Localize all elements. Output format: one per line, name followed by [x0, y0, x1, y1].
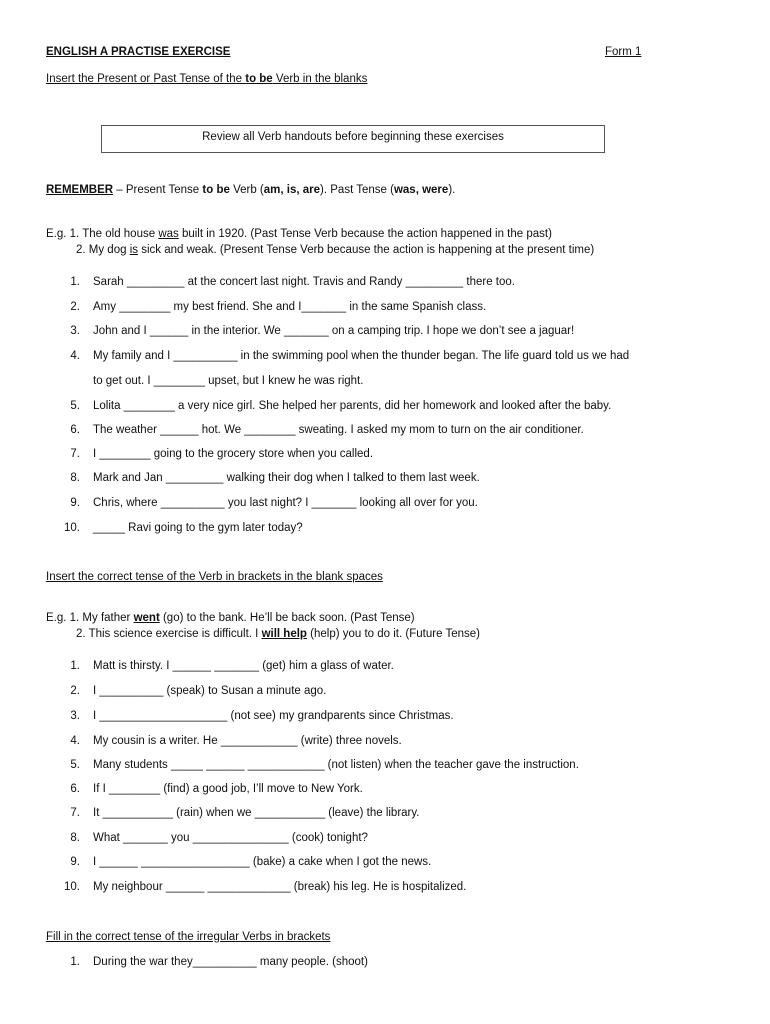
exercise-item: Amy ________ my best friend. She and I_______ in the same Spanish class.: [93, 301, 487, 313]
exercise-item: During the war they__________ many people. (shoot): [93, 956, 368, 968]
exercise-item: My neighbour ______ _____________ (break) his leg. He is hospitalized.: [93, 881, 467, 893]
worksheet-title: ENGLISH A PRACTISE EXERCISE: [46, 46, 231, 58]
item-number: 4.: [70, 350, 80, 362]
example-rest: (go) to the bank. He’ll be back soon. (Past Tense): [159, 612, 415, 624]
exercise-item: Lolita ________ a very nice girl. She helped her parents, did her homework and looked after the baby.: [93, 400, 612, 412]
item-number: 6.: [70, 783, 80, 795]
item-number: 3.: [70, 710, 80, 722]
example-rest: built in 1920. (Past Tense Verb because the action happened in the past): [178, 228, 552, 240]
exercise-item: Chris, where __________ you last night? I _______ looking all over for you.: [93, 497, 478, 509]
exercise-item: _____ Ravi going to the gym later today?: [93, 522, 303, 534]
example-line: [46, 227, 552, 241]
exercise-item: Sarah _________ at the concert last night. Travis and Randy _________ there too.: [93, 276, 515, 288]
exercise-item: My cousin is a writer. He ____________ (write) three novels.: [93, 735, 402, 747]
exercise-item: Many students _____ ______ ____________ (not listen) when the teacher gave the instruction.: [93, 759, 579, 771]
example-lead: E.g. 1. My father: [46, 612, 134, 624]
section1-instruction-post: Verb in the blanks: [272, 73, 368, 85]
remember-line: [46, 183, 455, 197]
item-number: 8.: [70, 832, 80, 844]
section1-instruction-bold: to be: [245, 73, 273, 85]
exercise-item: John and I ______ in the interior. We _______ on a camping trip. I hope we don’t see a jaguar!: [93, 325, 575, 337]
remember-t2: to be: [202, 184, 230, 196]
item-number: 2.: [70, 301, 80, 313]
item-number: 10.: [64, 522, 80, 534]
item-number: 1.: [70, 956, 80, 968]
review-note: Review all Verb handouts before beginning these exercises: [202, 131, 504, 143]
item-number: 8.: [70, 472, 80, 484]
exercise-item: My family and I __________ in the swimming pool when the thunder began. The life guard told us we had: [93, 350, 630, 362]
section1-instruction-pre: Insert the Present or Past Tense of the: [46, 73, 246, 85]
item-number: 9.: [70, 856, 80, 868]
item-number: 10.: [64, 881, 80, 893]
item-number: 9.: [70, 497, 80, 509]
exercise-item: If I ________ (find) a good job, I’ll move to New York.: [93, 783, 363, 795]
exercise-item-continuation: to get out. I ________ upset, but I knew he was right.: [93, 375, 364, 387]
example-rest: (help) you to do it. (Future Tense): [306, 628, 480, 640]
item-number: 7.: [70, 807, 80, 819]
example-line: [76, 627, 480, 641]
remember-label: REMEMBER: [46, 184, 114, 196]
exercise-item: I __________ (speak) to Susan a minute ago.: [93, 685, 327, 697]
example-lead: 2. This science exercise is difficult. I: [76, 628, 262, 640]
remember-t4: am, is, are: [263, 184, 321, 196]
example-lead: E.g. 1. The old house: [46, 228, 159, 240]
example-line: [76, 243, 594, 257]
exercise-item: I ________ going to the grocery store when you called.: [93, 448, 374, 460]
form-label: Form 1: [605, 46, 642, 58]
item-number: 5.: [70, 759, 80, 771]
example-rest: sick and weak. (Present Tense Verb because the action is happening at the present time): [138, 244, 595, 256]
section2-instruction: Insert the correct tense of the Verb in brackets in the blank spaces: [46, 571, 383, 583]
item-number: 5.: [70, 400, 80, 412]
example-key: went: [133, 612, 160, 624]
exercise-item: Mark and Jan _________ walking their dog when I talked to them last week.: [93, 472, 480, 484]
item-number: 4.: [70, 735, 80, 747]
section1-instruction: [46, 72, 367, 86]
item-number: 7.: [70, 448, 80, 460]
example-lead: 2. My dog: [76, 244, 130, 256]
exercise-item: What _______ you _______________ (cook) tonight?: [93, 832, 368, 844]
example-line: [46, 611, 415, 625]
exercise-item: Matt is thirsty. I ______ _______ (get) him a glass of water.: [93, 660, 394, 672]
remember-t6: was, were: [393, 184, 449, 196]
example-key: will help: [261, 628, 307, 640]
exercise-item: I ____________________ (not see) my grandparents since Christmas.: [93, 710, 454, 722]
remember-t3: Verb (: [229, 184, 264, 196]
remember-t7: ).: [448, 184, 456, 196]
exercise-item: The weather ______ hot. We ________ sweating. I asked my mom to turn on the air conditioner.: [93, 424, 584, 436]
exercise-item: I ______ _________________ (bake) a cake when I got the news.: [93, 856, 432, 868]
example-key: was: [158, 228, 179, 240]
remember-t1: – Present Tense: [113, 184, 203, 196]
example-key: is: [129, 244, 139, 256]
remember-t5: ). Past Tense (: [320, 184, 394, 196]
item-number: 2.: [70, 685, 80, 697]
item-number: 1.: [70, 276, 80, 288]
item-number: 1.: [70, 660, 80, 672]
section3-instruction: Fill in the correct tense of the irregular Verbs in brackets: [46, 931, 331, 943]
review-note-box: [101, 125, 605, 153]
exercise-item: It ___________ (rain) when we ___________ (leave) the library.: [93, 807, 420, 819]
item-number: 6.: [70, 424, 80, 436]
item-number: 3.: [70, 325, 80, 337]
